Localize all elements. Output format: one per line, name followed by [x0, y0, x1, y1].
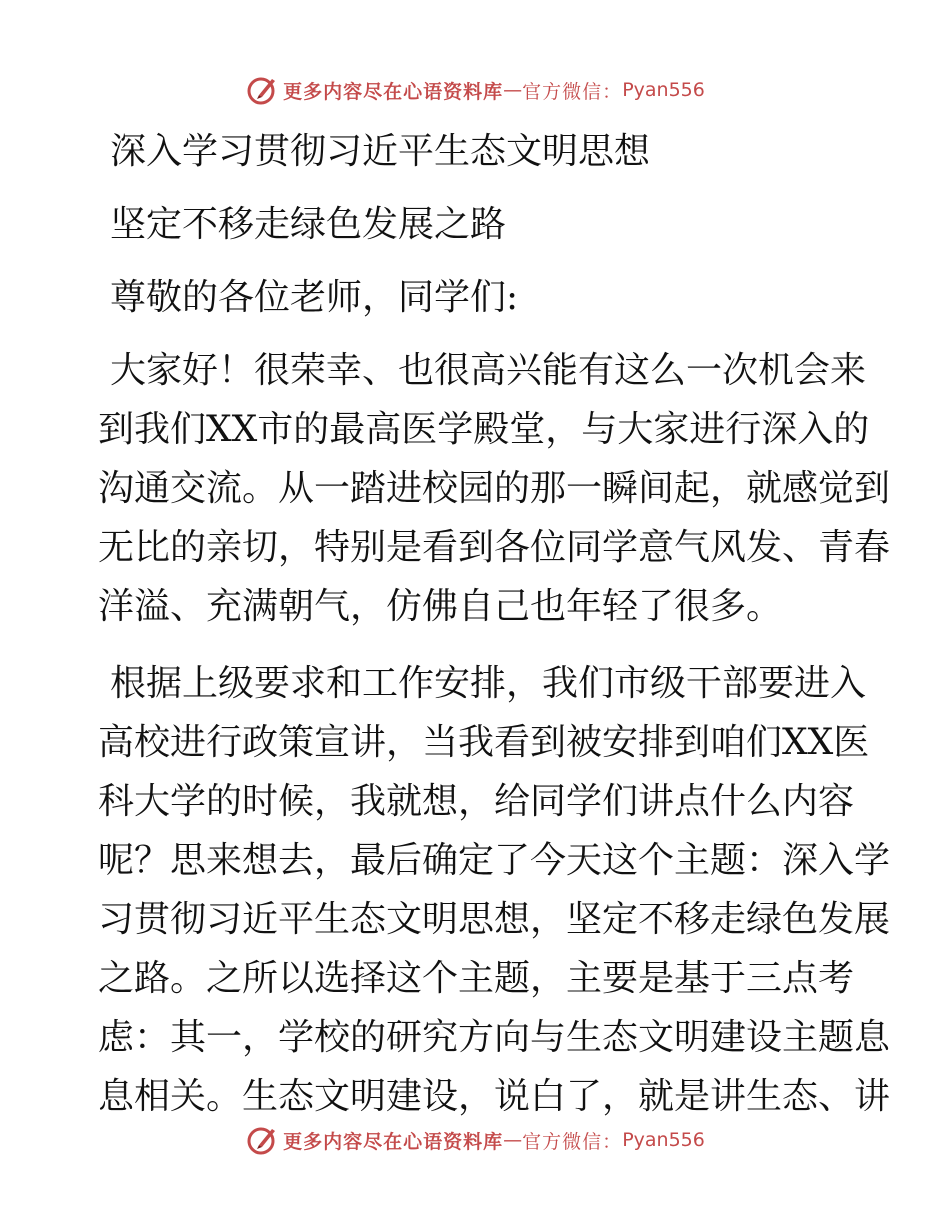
paragraph-line: 无比的亲切，特别是看到各位同学意气风发、青春 — [98, 527, 891, 568]
quill-pen-circle-icon — [245, 73, 279, 107]
paragraph-line: 沟通交流。从一踏进校园的那一瞬间起，就感觉到 — [98, 468, 891, 509]
paragraph-line: 虑：其一，学校的研究方向与生态文明建设主题息 — [98, 1017, 891, 1058]
watermark-site-name: 更多内容尽在心语资料库 — [283, 1130, 504, 1153]
watermark-wechat-label: 官方微信： — [522, 1130, 623, 1153]
paragraph-2 — [98, 654, 891, 1126]
paragraph-1 — [98, 341, 891, 636]
watermark-site-name: 更多内容尽在心语资料库 — [283, 80, 504, 103]
watermark-footer — [0, 1120, 950, 1160]
paragraph-line: 科大学的时候，我就想，给同学们讲点什么内容 — [98, 781, 855, 822]
paragraph-line: 高校进行政策宣讲，当我看到被安排到咱们XX医 — [98, 722, 870, 763]
paragraph-line: 洋溢、充满朝气，仿佛自己也年轻了很多。 — [98, 586, 783, 627]
watermark-wechat-label: 官方微信： — [522, 80, 623, 103]
paragraph-line: 习贯彻习近平生态文明思想，坚定不移走绿色发展 — [98, 899, 891, 940]
document-title-line-1: 深入学习贯彻习近平生态文明思想 — [110, 131, 651, 172]
watermark-wechat-id: Pyan556 — [622, 79, 705, 101]
quill-pen-circle-icon — [245, 1123, 279, 1157]
paragraph-line: 大家好！很荣幸、也很高兴能有这么一次机会来 — [110, 350, 867, 391]
watermark-separator: — — [503, 79, 523, 101]
salutation: 尊敬的各位老师，同学们: — [110, 277, 519, 318]
watermark-separator: — — [503, 1129, 523, 1151]
paragraph-line: 之路。之所以选择这个主题，主要是基于三点考 — [98, 958, 855, 999]
document-body — [98, 122, 891, 1126]
paragraph-line: 息相关。生态文明建设，说白了，就是讲生态、讲 — [98, 1076, 891, 1117]
watermark-header — [0, 70, 950, 110]
document-title-line-2: 坚定不移走绿色发展之路 — [110, 204, 507, 245]
paragraph-line: 呢？思来想去，最后确定了今天这个主题：深入学 — [98, 840, 891, 881]
paragraph-line: 到我们XX市的最高医学殿堂，与大家进行深入的 — [98, 409, 870, 450]
paragraph-line: 根据上级要求和工作安排，我们市级干部要进入 — [110, 663, 867, 704]
watermark-wechat-id: Pyan556 — [622, 1129, 705, 1151]
